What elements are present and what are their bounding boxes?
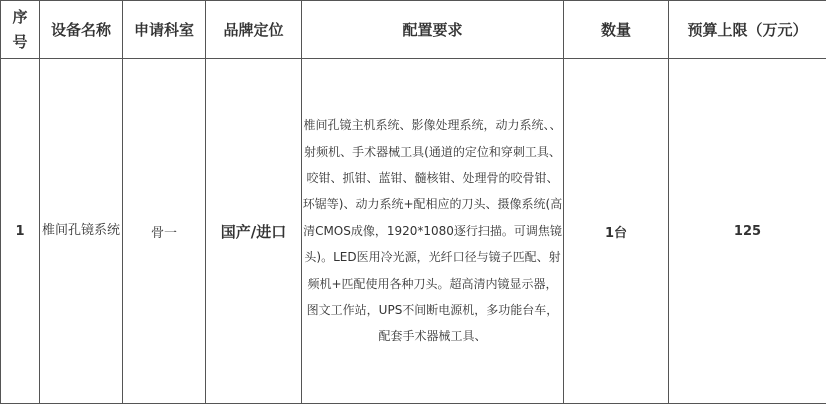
header-device-name: 设备名称 <box>40 1 123 59</box>
cell-department: 骨一 <box>123 59 206 404</box>
header-row <box>1 1 826 59</box>
header-config: 配置要求 <box>302 1 564 59</box>
cell-brand: 国产/进口 <box>206 59 302 404</box>
table-header <box>1 1 826 59</box>
table-row <box>1 59 826 404</box>
cell-budget: 125 <box>669 59 826 404</box>
cell-device-name: 椎间孔镜系统 <box>40 59 123 404</box>
cell-config: 椎间孔镜主机系统、影像处理系统，动力系统、、射频机、手术器械工具(通道的定位和穿刺工具、咬钳、抓钳、蓝钳、髓核钳、处理骨的咬骨钳、环锯等)、动力系统+配相应的刀头、摄像系统(高清CMOS成像，1920*1080逐行扫描。可调焦镜头)。LED医用冷光源，光纤口径与镜子匹配、射频机+匹配使用各种刀头。超高清内镜显示器，图文工作站，UPS不间断电源机，多功能台车，配套手术器械工具、 <box>302 59 564 404</box>
header-brand: 品牌定位 <box>206 1 302 59</box>
header-budget: 预算上限（万元） <box>669 1 826 59</box>
cell-quantity: 1台 <box>564 59 669 404</box>
header-department: 申请科室 <box>123 1 206 59</box>
header-quantity: 数量 <box>564 1 669 59</box>
header-no-line1: 序 <box>12 7 28 26</box>
header-no-line2: 号 <box>12 32 28 51</box>
cell-no: 1 <box>1 59 40 404</box>
header-no <box>1 1 40 59</box>
